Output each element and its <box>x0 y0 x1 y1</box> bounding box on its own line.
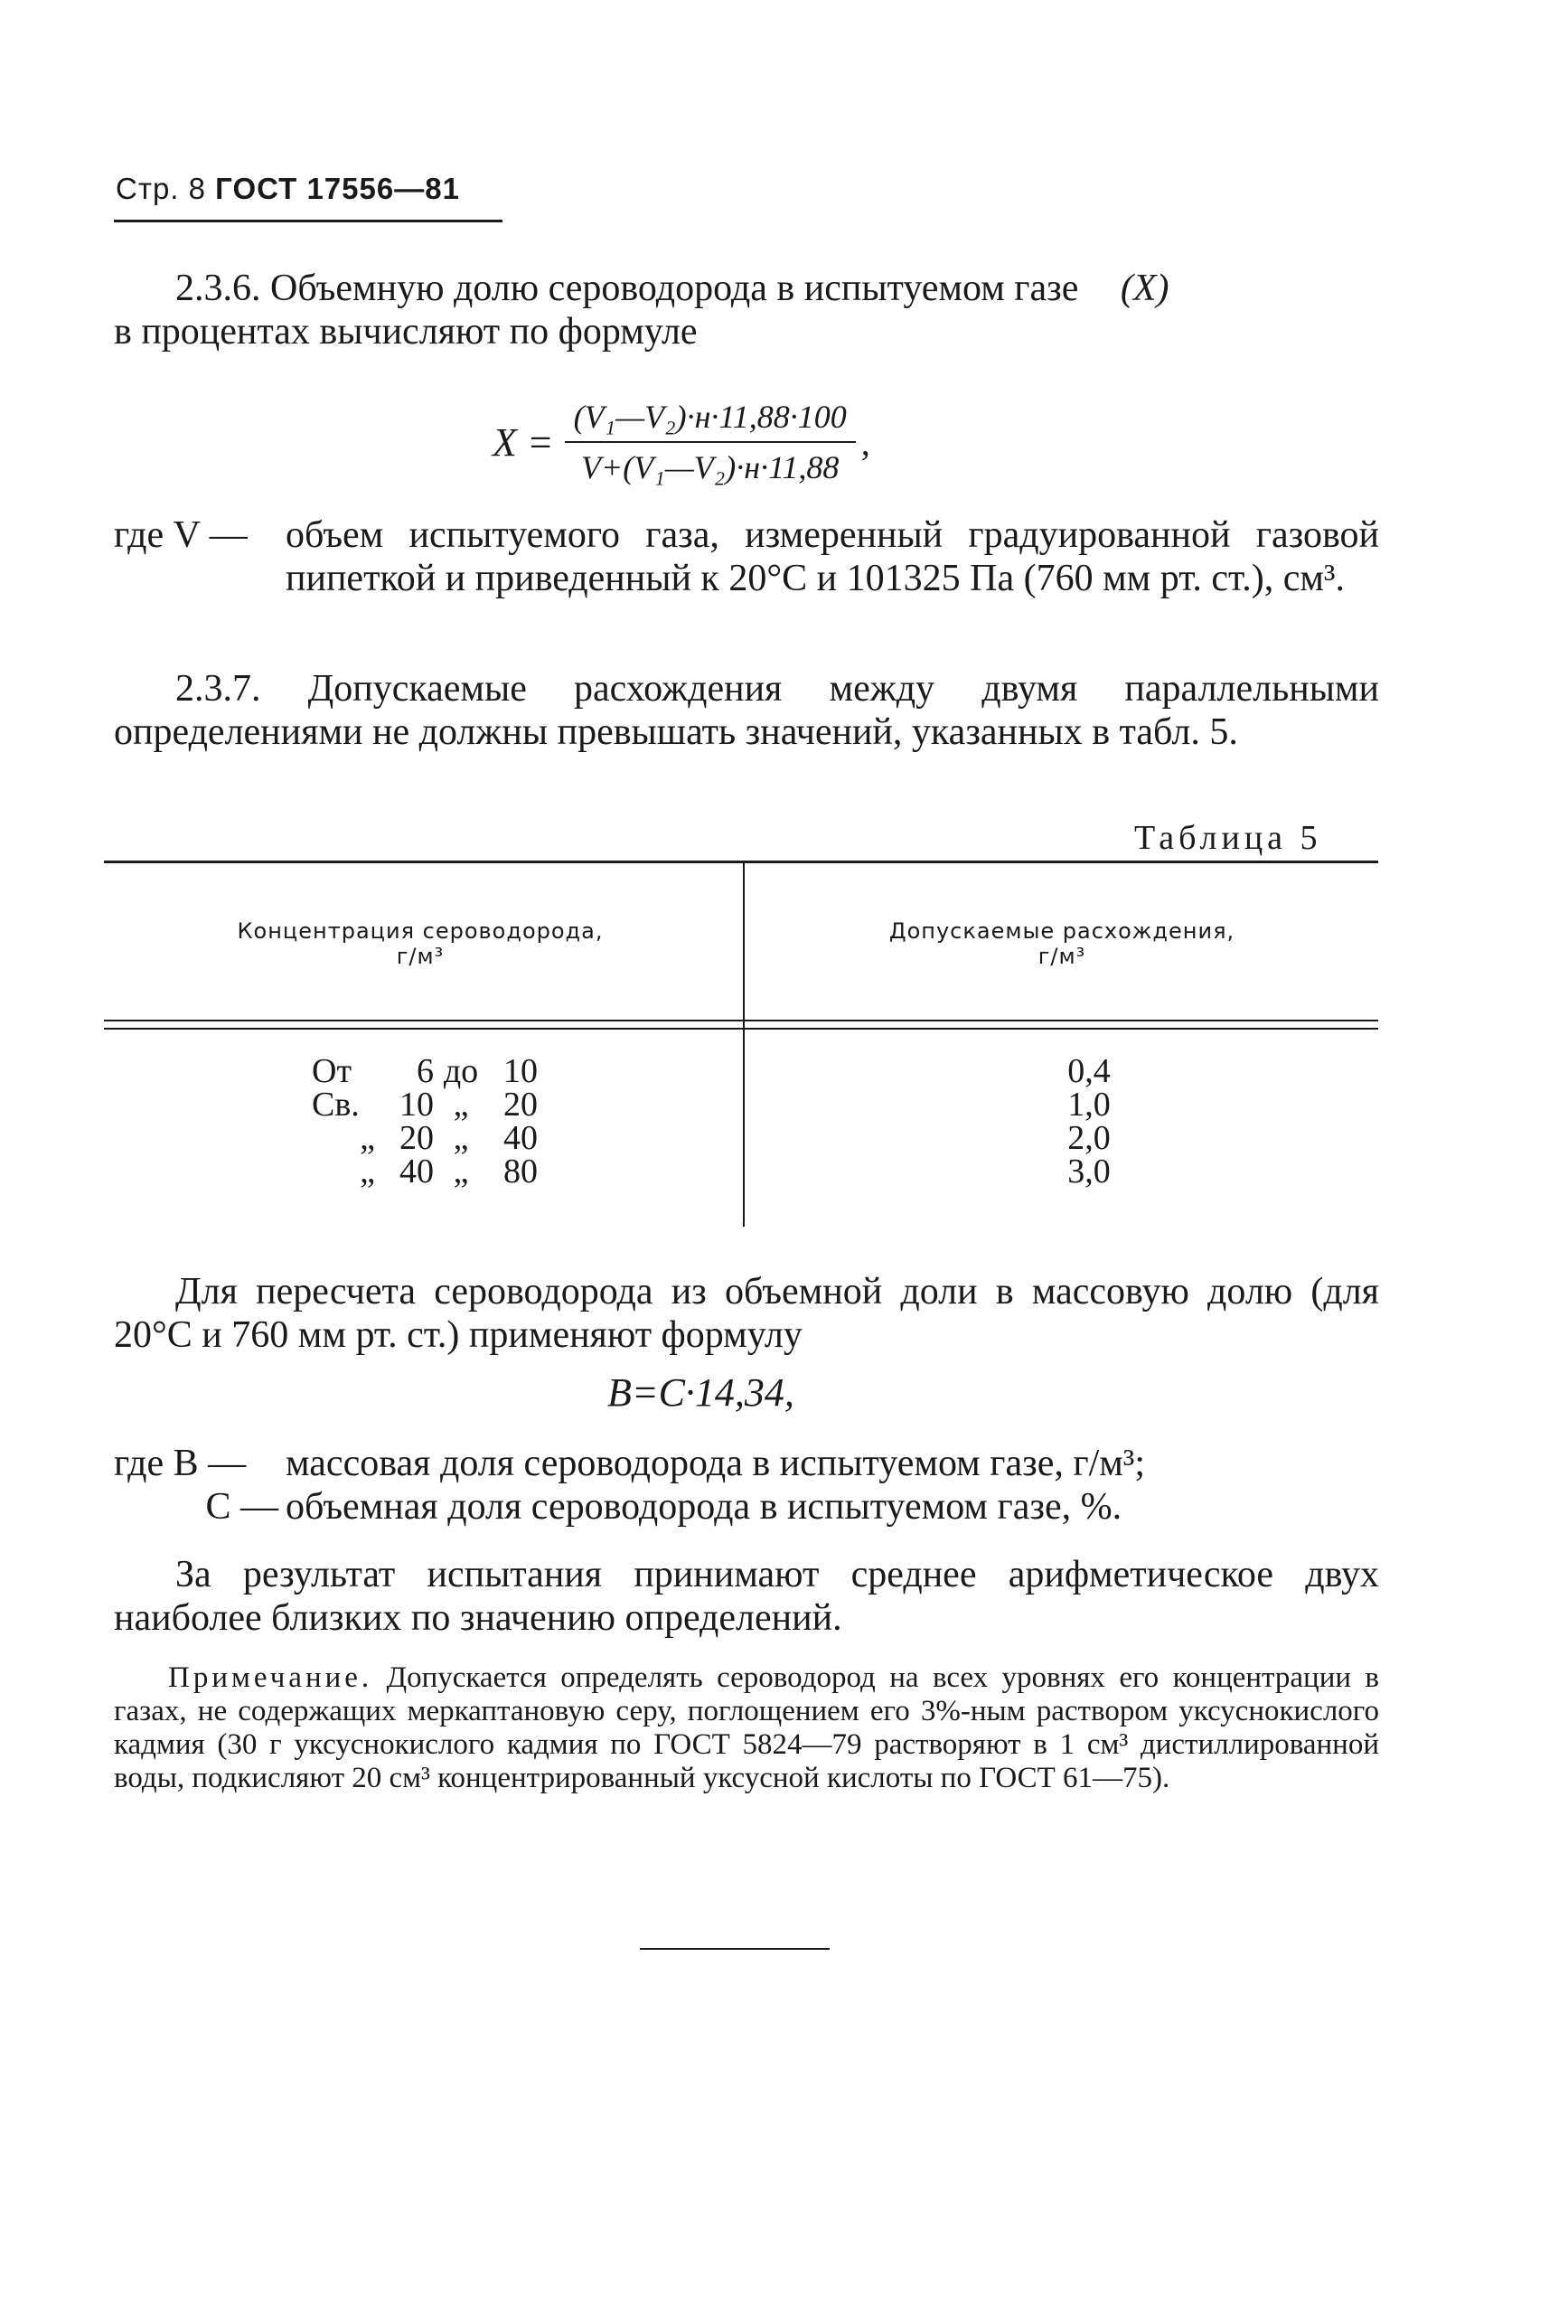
table-header-rule-2 <box>104 1028 1378 1030</box>
row-sep: „ <box>453 1119 469 1157</box>
row-prefix: От <box>312 1052 352 1090</box>
end-rule <box>640 1948 830 1950</box>
section-2-3-6-var: (X) <box>1120 268 1169 309</box>
table-cell-tolerance: 1,0 <box>1067 1086 1111 1124</box>
formula-x-numerator: (V₁—V₂)·н·11,88·100 <box>565 398 856 443</box>
row-to: 80 <box>503 1153 538 1190</box>
row-sep: „ <box>453 1086 469 1124</box>
where-b-c <box>114 1442 1379 1529</box>
section-2-3-6 <box>114 267 1379 353</box>
row-sep: „ <box>453 1153 469 1190</box>
table-caption: Таблица 5 <box>1134 819 1322 857</box>
table-row <box>312 1155 538 1189</box>
row-prefix: „ <box>360 1153 375 1190</box>
table-5 <box>104 861 1378 1231</box>
table-header-rule-1 <box>104 1020 1378 1021</box>
row-to: 40 <box>503 1119 538 1157</box>
header-rule <box>114 220 502 222</box>
section-2-3-7: 2.3.7. Допускаемые расхождения между двумя параллельными определениями не должны превышать значений, указанных в табл. 5. <box>114 668 1379 753</box>
row-to: 20 <box>503 1086 538 1124</box>
where-b-label: где B — <box>114 1443 247 1484</box>
formula-x-lhs: X = <box>493 419 554 465</box>
page-number: Стр. 8 <box>116 172 206 205</box>
result-paragraph: За результат испытания принимают среднее арифметическое двух наиболее близких по значению определений. <box>114 1554 1379 1639</box>
table-header-concentration-label: Концентрация сероводорода, <box>237 918 604 944</box>
row-sep: до <box>443 1052 479 1090</box>
row-from: 20 <box>399 1119 434 1157</box>
row-from: 6 <box>417 1052 434 1090</box>
table-top-rule <box>104 861 1378 863</box>
section-2-3-6-line1: 2.3.6. Объемную долю сероводорода в испытуемом газе <box>175 268 1079 309</box>
table-header-tolerance-unit: г/м³ <box>1038 944 1086 969</box>
where-c-text: объемная доля сероводорода в испытуемом газе, %. <box>286 1486 1122 1528</box>
table-column-divider <box>743 861 745 1227</box>
conversion-paragraph: Для пересчета сероводорода из объемной доли в массовую долю (для 20°С и 760 мм рт. ст.) применяют формулу <box>114 1271 1379 1356</box>
row-from: 10 <box>399 1086 434 1124</box>
formula-x <box>493 398 870 486</box>
formula-x-denominator: V+(V₁—V₂)·н·11,88 <box>580 449 840 485</box>
standard-number: ГОСТ 17556—81 <box>215 172 460 205</box>
where-b-text: массовая доля сероводорода в испытуемом газе, г/м³; <box>286 1443 1146 1484</box>
formula-b: B=C·14,34, <box>607 1370 794 1415</box>
formula-x-fraction <box>565 398 856 486</box>
row-prefix: Св. <box>312 1086 360 1124</box>
note-text: Допускается определять сероводород на всех уровнях его концентрации в газах, не содержащих меркаптановую серу, поглощением его 3%-ным раствором уксуснокислого кадмия (30 г уксуснокислого кадмия по ГОСТ 5824—79 растворяют в 1 см³ дистиллированной воды, подкисляют 20 см³ концентрированный уксусной кислоты по ГОСТ 61—75). <box>114 1661 1379 1794</box>
table-cell-tolerance: 2,0 <box>1067 1119 1111 1157</box>
table-row <box>312 1088 538 1122</box>
note-title: Примечание. <box>168 1661 373 1694</box>
where-c-line <box>114 1485 1379 1529</box>
table-concentration-column <box>312 1052 538 1190</box>
table-cell-tolerance: 0,4 <box>1067 1052 1111 1090</box>
table-cell-tolerance: 3,0 <box>1067 1153 1111 1190</box>
table-row <box>312 1052 538 1090</box>
table-header-tolerance <box>746 918 1378 969</box>
page-header <box>116 172 460 206</box>
where-v-text-wrap <box>114 513 1379 600</box>
where-c-label: C — <box>205 1486 278 1528</box>
table-tolerance-column <box>1021 1052 1157 1190</box>
where-v-label: где V — <box>114 514 248 556</box>
row-from: 40 <box>399 1153 434 1190</box>
section-2-3-6-line2: в процентах вычисляют по формуле <box>114 311 698 353</box>
note-paragraph <box>114 1661 1379 1795</box>
table-header-tolerance-label: Допускаемые расхождения, <box>888 918 1235 944</box>
where-v-text: объем испытуемого газа, измеренный градуированной газовой пипеткой и приведенный к 20°С и 101325 Па (760 мм рт. ст.), см³. <box>286 514 1379 599</box>
row-prefix: „ <box>360 1119 375 1157</box>
table-row <box>312 1119 538 1157</box>
table-header-concentration-unit: г/м³ <box>396 944 445 969</box>
where-v <box>114 513 1379 600</box>
table-header-concentration <box>104 918 737 969</box>
formula-x-trail: , <box>860 421 870 463</box>
where-b-line <box>114 1442 1379 1485</box>
row-to: 10 <box>503 1052 538 1090</box>
